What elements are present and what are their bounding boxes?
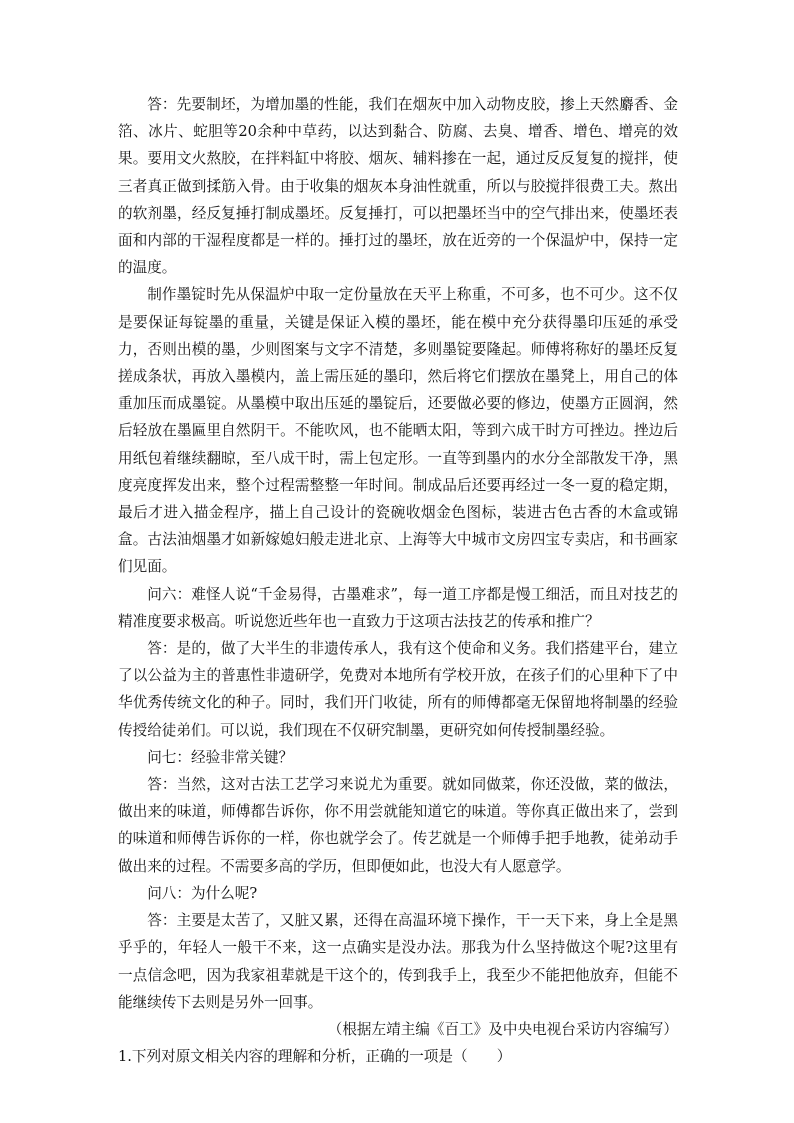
answer-seven: 答：当然，这对古法工艺学习来说尤为重要。就如同做菜，你还没做，菜的做法，做出来的味道，师傅都告诉你，你不用尝就能知道它的味道。等你真正做出来了，尝到的味道和师傅告诉你的一样，你也就学会了。传艺就是一个师傅手把手地教，徒弟动手做出来的过程。不需要多高的学历，但即便如此，也没大有人愿意学。 <box>118 776 678 875</box>
source-note: （根据左靖主编《百工》及中央电视台采访内容编写） <box>327 1020 678 1038</box>
question-seven: 问七：经验非常关键？ <box>147 748 294 766</box>
article-body <box>118 91 678 1070</box>
answer-six: 答：是的，做了大半生的非遗传承人，我有这个使命和义务。我们搭建平台，建立了以公益为主的普惠性非遗研学，免费对本地所有学校开放，在孩子们的心里种下了中华优秀传统文化的种子。同时，我们开门收徒，所有的师傅都毫无保留地将制墨的经验传授给徒弟们。可以说，我们现在不仅研究制墨，更研究如何传授制墨经验。 <box>118 640 678 739</box>
question-six: 问六：难怪人说“千金易得，古墨难求”，每一道工序都是慢工细活，而且对技艺的精准度要求极高。听说您近些年也一直致力于这项古法技艺的传承和推广？ <box>118 585 678 630</box>
answer-paragraph-ink-blank: 答：先要制坯，为增加墨的性能，我们在烟灰中加入动物皮胶，掺上天然麝香、金箔、冰片、蛇胆等20余种中草药，以达到黏合、防腐、去臭、增香、增色、增亮的效果。要用文火熬胶，在拌料缸中将胶、烟灰、辅料掺在一起，通过反反复复的搅拌，使三者真正做到揉筋入骨。由于收集的烟灰本身油性就重，所以与胶搅拌很费工夫。熬出的软剂墨，经反复捶打制成墨坯。反复捶打，可以把墨坯当中的空气排出来，使墨坯表面和内部的干湿程度都是一样的。捶打过的墨坯，放在近旁的一个保温炉中，保持一定的温度。 <box>118 96 678 277</box>
question-eight: 问八：为什么呢? <box>147 884 258 902</box>
exam-question-1: 1.下列对原文相关内容的理解和分析，正确的一项是（ ） <box>118 1048 512 1066</box>
answer-eight: 答：主要是太苦了，又脏又累，还得在高温环境下操作，干一天下来，身上全是黑乎乎的，年轻人一般干不来，这一点确实是没办法。那我为什么坚持做这个呢?这里有一点信念吧，因为我家祖辈就是干这个的，传到我手上，我至少不能把他放弃，但能不能继续传下去则是另外一回事。 <box>118 912 678 1011</box>
paragraph-ink-stick-making: 制作墨锭时先从保温炉中取一定份量放在天平上称重，不可多，也不可少。这不仅是要保证每锭墨的重量，关键是保证入模的墨坯，能在模中充分获得墨印压延的承受力，否则出模的墨，少则图案与文字不清楚，多则墨锭要隆起。师傅将称好的墨坯反复搓成条状，再放入墨模内，盖上需压延的墨印，然后将它们摆放在墨凳上，用自己的体重加压而成墨锭。从墨模中取出压延的墨锭后，还要做必要的修边，使墨方正圆润，然后轻放在墨匾里自然阴干。不能吹风，也不能晒太阳，等到六成干时方可挫边。挫边后用纸包着继续翻晾，至八成干时，需上包定形。一直等到墨内的水分全部散发干净，黑度亮度挥发出来，整个过程需整整一年时间。制成品后还要再经过一冬一夏的稳定期，最后才进入描金程序，描上自己设计的瓷碗收烟金色图标，装进古色古香的木盒或锦盒。古法油烟墨才如新嫁媳妇般走进北京、上海等大中城市文房四宝专卖店，和书画家们见面。 <box>118 286 678 576</box>
